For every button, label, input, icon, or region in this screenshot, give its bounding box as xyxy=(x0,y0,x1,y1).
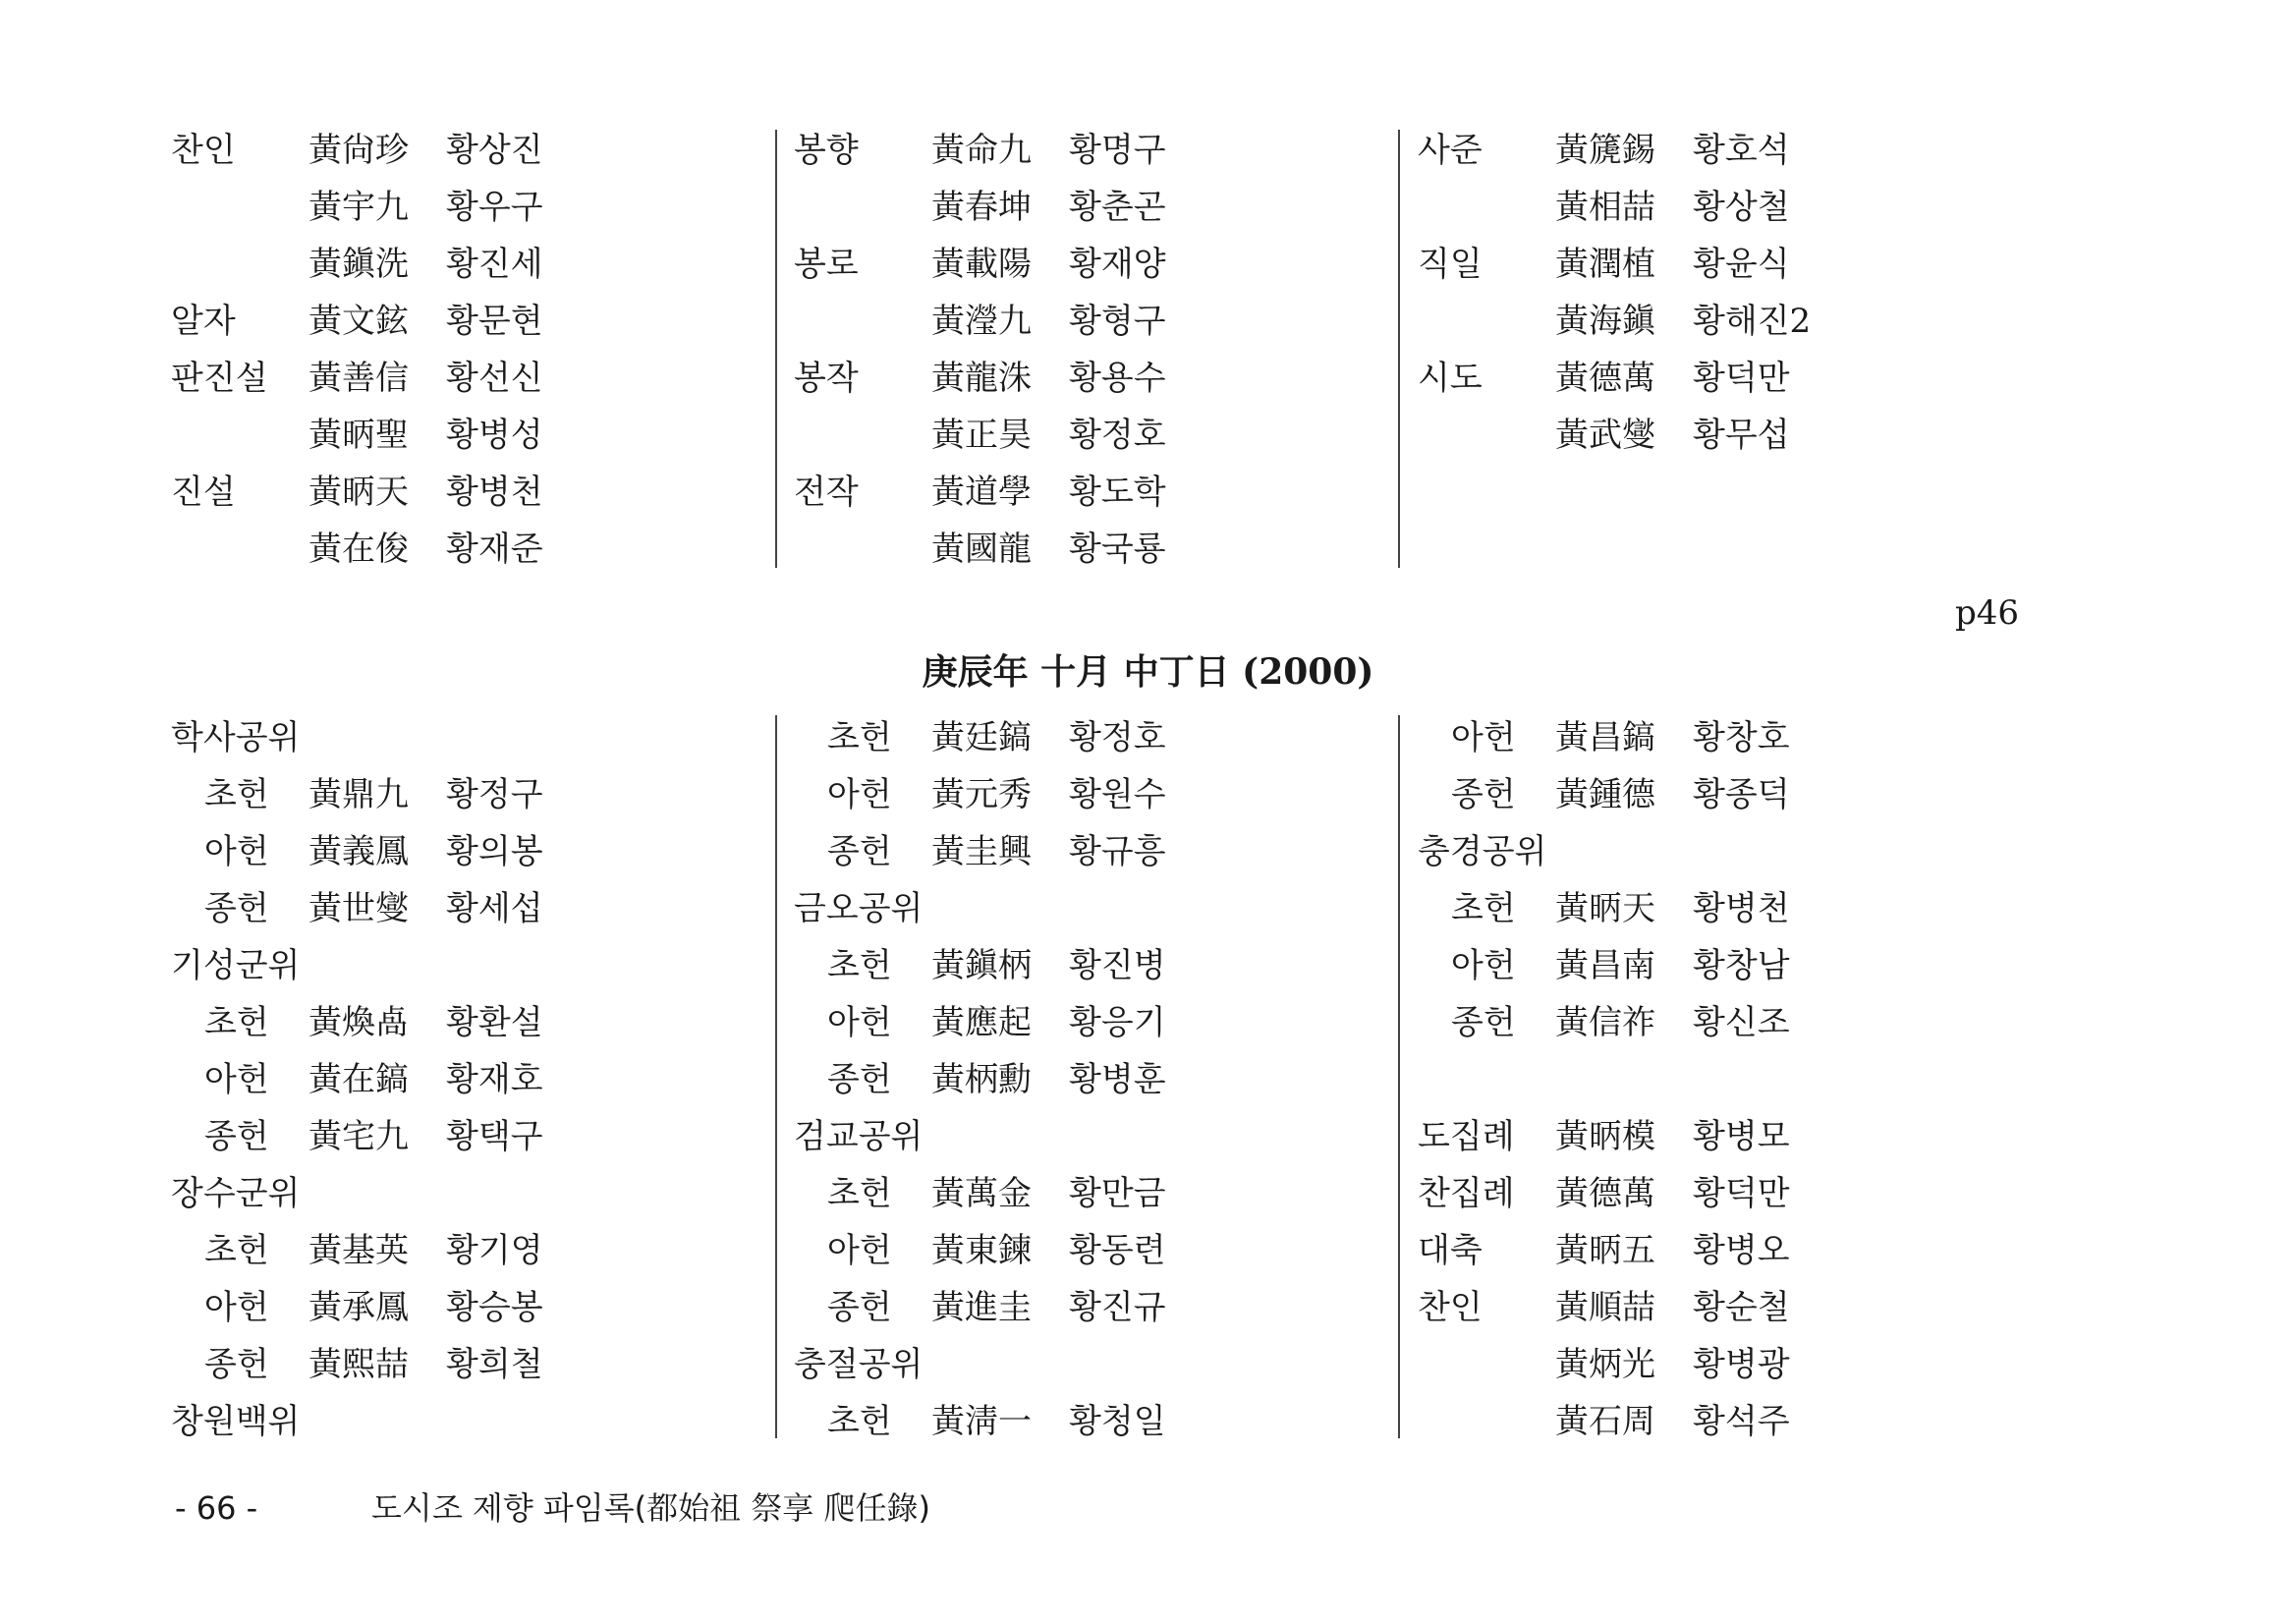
hanja-name: 黃命九 xyxy=(931,131,1032,170)
roster-row xyxy=(171,236,721,293)
hangul-name: 황병천 xyxy=(1693,889,1790,928)
hangul-name: 황도학 xyxy=(1069,473,1166,512)
hanja-name: 黃世燮 xyxy=(308,889,409,928)
hanja-name: 黃應起 xyxy=(931,1003,1032,1042)
hangul-name: 황해진2 xyxy=(1693,302,1812,341)
role-label: 전작 xyxy=(794,473,859,512)
hangul-name: 황선신 xyxy=(446,359,543,398)
roster-row xyxy=(794,1222,1344,1279)
group-heading-row xyxy=(171,1393,721,1450)
role-label: 진설 xyxy=(171,473,236,512)
group-heading-row xyxy=(171,937,721,994)
hangul-name: 황형구 xyxy=(1069,302,1166,341)
hanja-name: 黃武燮 xyxy=(1555,416,1655,455)
hanja-name: 黃春坤 xyxy=(931,188,1032,227)
hanja-name: 黃宇九 xyxy=(308,188,409,227)
roster-row xyxy=(171,293,721,350)
group-heading: 장수군위 xyxy=(171,1174,301,1213)
hanja-name: 黃昞聖 xyxy=(308,416,409,455)
roster-row xyxy=(1418,994,1968,1051)
hanja-name: 黃順喆 xyxy=(1555,1288,1655,1327)
roster-row xyxy=(794,823,1344,880)
role-label: 찬인 xyxy=(171,131,236,170)
hangul-name: 황규흥 xyxy=(1069,832,1166,871)
roster-row xyxy=(794,407,1344,464)
hanja-name: 黃承鳳 xyxy=(308,1288,409,1327)
hanja-name: 黃昞五 xyxy=(1555,1231,1655,1270)
roster-row xyxy=(794,122,1344,179)
hangul-name: 황창남 xyxy=(1693,946,1790,985)
roster-row xyxy=(171,880,721,937)
hanja-name: 黃在鎬 xyxy=(308,1060,409,1099)
roster-row xyxy=(171,994,721,1051)
hangul-name: 황동련 xyxy=(1069,1231,1166,1270)
roster-row xyxy=(794,350,1344,407)
hanja-name: 黃熙喆 xyxy=(308,1345,409,1384)
hangul-name: 황응기 xyxy=(1069,1003,1166,1042)
hangul-name: 황종덕 xyxy=(1693,775,1790,814)
hangul-name: 황진규 xyxy=(1069,1288,1166,1327)
roster-row xyxy=(1418,937,1968,994)
roster-row xyxy=(1418,1222,1968,1279)
roster-row xyxy=(171,179,721,236)
footer-title: 도시조 제향 파임록(都始祖 祭享 爬任錄) xyxy=(371,1489,930,1527)
hangul-name: 황문현 xyxy=(446,302,543,341)
hangul-name: 황국룡 xyxy=(1069,530,1166,569)
hanja-name: 黃德萬 xyxy=(1555,359,1655,398)
role-label: 찬집례 xyxy=(1418,1174,1515,1213)
role-label: 찬인 xyxy=(1418,1288,1483,1327)
hangul-name: 황순철 xyxy=(1693,1288,1790,1327)
column-divider xyxy=(775,715,777,1438)
hangul-name: 황석주 xyxy=(1693,1402,1790,1441)
hangul-name: 황병광 xyxy=(1693,1345,1790,1384)
role-label: 종헌 xyxy=(827,832,892,871)
roster-row xyxy=(794,766,1344,823)
role-label: 종헌 xyxy=(1451,1003,1516,1042)
hanja-name: 黃潤植 xyxy=(1555,245,1655,284)
hanja-name: 黃萬金 xyxy=(931,1174,1032,1213)
role-label: 아헌 xyxy=(1451,718,1516,757)
hanja-name: 黃昞天 xyxy=(1555,889,1655,928)
hanja-name: 黃圭興 xyxy=(931,832,1032,871)
section-title: 庚辰年 十月 中丁日 (2000) xyxy=(922,651,1374,693)
column-divider xyxy=(775,130,777,568)
role-label: 아헌 xyxy=(827,1003,892,1042)
roster-row xyxy=(171,521,721,578)
hangul-name: 황병오 xyxy=(1693,1231,1790,1270)
hangul-name: 황덕만 xyxy=(1693,1174,1790,1213)
role-label: 아헌 xyxy=(204,1288,269,1327)
roster-row xyxy=(1418,122,1968,179)
hangul-name: 황윤식 xyxy=(1693,245,1790,284)
roster-row xyxy=(794,937,1344,994)
hanja-name: 黃載陽 xyxy=(931,245,1032,284)
roster-row xyxy=(794,464,1344,521)
hanja-name: 黃鍾德 xyxy=(1555,775,1655,814)
hangul-name: 황상철 xyxy=(1693,188,1790,227)
hanja-name: 黃昌鎬 xyxy=(1555,718,1655,757)
group-heading-row xyxy=(1418,823,1968,880)
roster-row xyxy=(171,766,721,823)
role-label: 초헌 xyxy=(827,946,892,985)
role-label: 봉로 xyxy=(794,245,859,284)
hangul-name: 황재양 xyxy=(1069,245,1166,284)
group-heading-row xyxy=(794,880,1344,937)
hanja-name: 黃道學 xyxy=(931,473,1032,512)
roster-row xyxy=(1418,1279,1968,1336)
role-label: 시도 xyxy=(1418,359,1483,398)
hanja-name: 黃石周 xyxy=(1555,1402,1655,1441)
roster-row xyxy=(1418,236,1968,293)
role-label: 종헌 xyxy=(204,889,269,928)
roster-row xyxy=(1418,1336,1968,1393)
roster-row xyxy=(171,1051,721,1108)
hanja-name: 黃炳光 xyxy=(1555,1345,1655,1384)
group-heading: 검교공위 xyxy=(794,1117,924,1156)
hanja-name: 黃宅九 xyxy=(308,1117,409,1156)
hangul-name: 황승봉 xyxy=(446,1288,543,1327)
hanja-name: 黃相喆 xyxy=(1555,188,1655,227)
roster-row xyxy=(1418,1108,1968,1165)
role-label: 초헌 xyxy=(204,1003,269,1042)
role-label: 아헌 xyxy=(204,832,269,871)
role-label: 초헌 xyxy=(827,718,892,757)
page-marker: p46 xyxy=(1955,593,2020,633)
group-heading: 금오공위 xyxy=(794,889,924,928)
role-label: 초헌 xyxy=(1451,889,1516,928)
hangul-name: 황병모 xyxy=(1693,1117,1790,1156)
role-label: 사준 xyxy=(1418,131,1483,170)
roster-row xyxy=(1418,407,1968,464)
column-divider xyxy=(1398,130,1400,568)
hanja-name: 黃東鍊 xyxy=(931,1231,1032,1270)
hanja-name: 黃昞模 xyxy=(1555,1117,1655,1156)
group-heading: 창원백위 xyxy=(171,1402,301,1441)
roster-row xyxy=(794,236,1344,293)
hangul-name: 황무섭 xyxy=(1693,416,1790,455)
hangul-name: 황정구 xyxy=(446,775,543,814)
group-heading-row xyxy=(794,1108,1344,1165)
hanja-name: 黃元秀 xyxy=(931,775,1032,814)
hangul-name: 황원수 xyxy=(1069,775,1166,814)
hanja-name: 黃正昊 xyxy=(931,416,1032,455)
group-heading-row xyxy=(171,1165,721,1222)
hangul-name: 황병성 xyxy=(446,416,543,455)
hanja-name: 黃煥卨 xyxy=(308,1003,409,1042)
hangul-name: 황청일 xyxy=(1069,1402,1166,1441)
hanja-name: 黃廷鎬 xyxy=(931,718,1032,757)
group-heading: 기성군위 xyxy=(171,946,301,985)
hangul-name: 황용수 xyxy=(1069,359,1166,398)
role-label: 판진설 xyxy=(171,359,268,398)
role-label: 종헌 xyxy=(827,1060,892,1099)
hanja-name: 黃文鉉 xyxy=(308,302,409,341)
column-divider xyxy=(1398,715,1400,1438)
roster-row xyxy=(1418,350,1968,407)
roster-row xyxy=(171,407,721,464)
hanja-name: 黃鼎九 xyxy=(308,775,409,814)
roster-row xyxy=(1418,1393,1968,1450)
roster-row xyxy=(794,293,1344,350)
group-heading: 충경공위 xyxy=(1418,832,1547,871)
hangul-name: 황진세 xyxy=(446,245,543,284)
role-label: 봉작 xyxy=(794,359,859,398)
hanja-name: 黃義鳳 xyxy=(308,832,409,871)
roster-row xyxy=(1418,709,1968,766)
hanja-name: 黃篪錫 xyxy=(1555,131,1655,170)
roster-row xyxy=(171,1108,721,1165)
roster-row xyxy=(1418,293,1968,350)
roster-row xyxy=(171,122,721,179)
hangul-name: 황상진 xyxy=(446,131,543,170)
hanja-name: 黃在俊 xyxy=(308,530,409,569)
group-heading: 충절공위 xyxy=(794,1345,924,1384)
roster-row xyxy=(171,1279,721,1336)
role-label: 직일 xyxy=(1418,245,1483,284)
hangul-name: 황재호 xyxy=(446,1060,543,1099)
group-heading-row xyxy=(794,1336,1344,1393)
hanja-name: 黃昞天 xyxy=(308,473,409,512)
role-label: 초헌 xyxy=(204,1231,269,1270)
role-label: 종헌 xyxy=(1451,775,1516,814)
hangul-name: 황병훈 xyxy=(1069,1060,1166,1099)
hanja-name: 黃鎭柄 xyxy=(931,946,1032,985)
hangul-name: 황호석 xyxy=(1693,131,1790,170)
hangul-name: 황택구 xyxy=(446,1117,543,1156)
hangul-name: 황명구 xyxy=(1069,131,1166,170)
hangul-name: 황재준 xyxy=(446,530,543,569)
hangul-name: 황신조 xyxy=(1693,1003,1790,1042)
hanja-name: 黃昌南 xyxy=(1555,946,1655,985)
hanja-name: 黃尙珍 xyxy=(308,131,409,170)
hangul-name: 황창호 xyxy=(1693,718,1790,757)
hangul-name: 황만금 xyxy=(1069,1174,1166,1213)
role-label: 아헌 xyxy=(827,1231,892,1270)
hanja-name: 黃龍洙 xyxy=(931,359,1032,398)
hangul-name: 황정호 xyxy=(1069,718,1166,757)
roster-row xyxy=(171,1336,721,1393)
hangul-name: 황기영 xyxy=(446,1231,543,1270)
roster-row xyxy=(794,1393,1344,1450)
hangul-name: 황환설 xyxy=(446,1003,543,1042)
roster-row xyxy=(794,1165,1344,1222)
footer-page-number: - 66 - xyxy=(175,1489,258,1527)
hanja-name: 黃善信 xyxy=(308,359,409,398)
hanja-name: 黃國龍 xyxy=(931,530,1032,569)
roster-row xyxy=(171,1222,721,1279)
hangul-name: 황의봉 xyxy=(446,832,543,871)
group-heading: 학사공위 xyxy=(171,718,301,757)
role-label: 종헌 xyxy=(827,1288,892,1327)
roster-row xyxy=(171,350,721,407)
blank-row xyxy=(1418,1051,1968,1108)
roster-row xyxy=(1418,1165,1968,1222)
role-label: 알자 xyxy=(171,302,236,341)
hanja-name: 黃德萬 xyxy=(1555,1174,1655,1213)
roster-row xyxy=(794,1051,1344,1108)
role-label: 대축 xyxy=(1418,1231,1483,1270)
hangul-name: 황진병 xyxy=(1069,946,1166,985)
hanja-name: 黃淸一 xyxy=(931,1402,1032,1441)
roster-row xyxy=(794,179,1344,236)
group-heading-row xyxy=(171,709,721,766)
hangul-name: 황춘곤 xyxy=(1069,188,1166,227)
roster-row xyxy=(794,521,1344,578)
hangul-name: 황우구 xyxy=(446,188,543,227)
role-label: 아헌 xyxy=(827,775,892,814)
role-label: 종헌 xyxy=(204,1345,269,1384)
role-label: 아헌 xyxy=(1451,946,1516,985)
role-label: 도집례 xyxy=(1418,1117,1515,1156)
role-label: 초헌 xyxy=(827,1402,892,1441)
roster-row xyxy=(1418,179,1968,236)
roster-row xyxy=(794,709,1344,766)
hanja-name: 黃信祚 xyxy=(1555,1003,1655,1042)
roster-row xyxy=(1418,880,1968,937)
roster-row xyxy=(1418,766,1968,823)
hangul-name: 황덕만 xyxy=(1693,359,1790,398)
hangul-name: 황병천 xyxy=(446,473,543,512)
hanja-name: 黃柄勳 xyxy=(931,1060,1032,1099)
hangul-name: 황정호 xyxy=(1069,416,1166,455)
role-label: 봉향 xyxy=(794,131,859,170)
roster-row xyxy=(171,464,721,521)
hangul-name: 황세섭 xyxy=(446,889,543,928)
hanja-name: 黃進圭 xyxy=(931,1288,1032,1327)
roster-row xyxy=(794,1279,1344,1336)
role-label: 초헌 xyxy=(827,1174,892,1213)
roster-row xyxy=(794,994,1344,1051)
role-label: 초헌 xyxy=(204,775,269,814)
role-label: 아헌 xyxy=(204,1060,269,1099)
hanja-name: 黃瀅九 xyxy=(931,302,1032,341)
page-footer xyxy=(175,1483,930,1529)
hanja-name: 黃海鎭 xyxy=(1555,302,1655,341)
hangul-name: 황희철 xyxy=(446,1345,543,1384)
hanja-name: 黃鎭洗 xyxy=(308,245,409,284)
roster-row xyxy=(171,823,721,880)
role-label: 종헌 xyxy=(204,1117,269,1156)
hanja-name: 黃基英 xyxy=(308,1231,409,1270)
